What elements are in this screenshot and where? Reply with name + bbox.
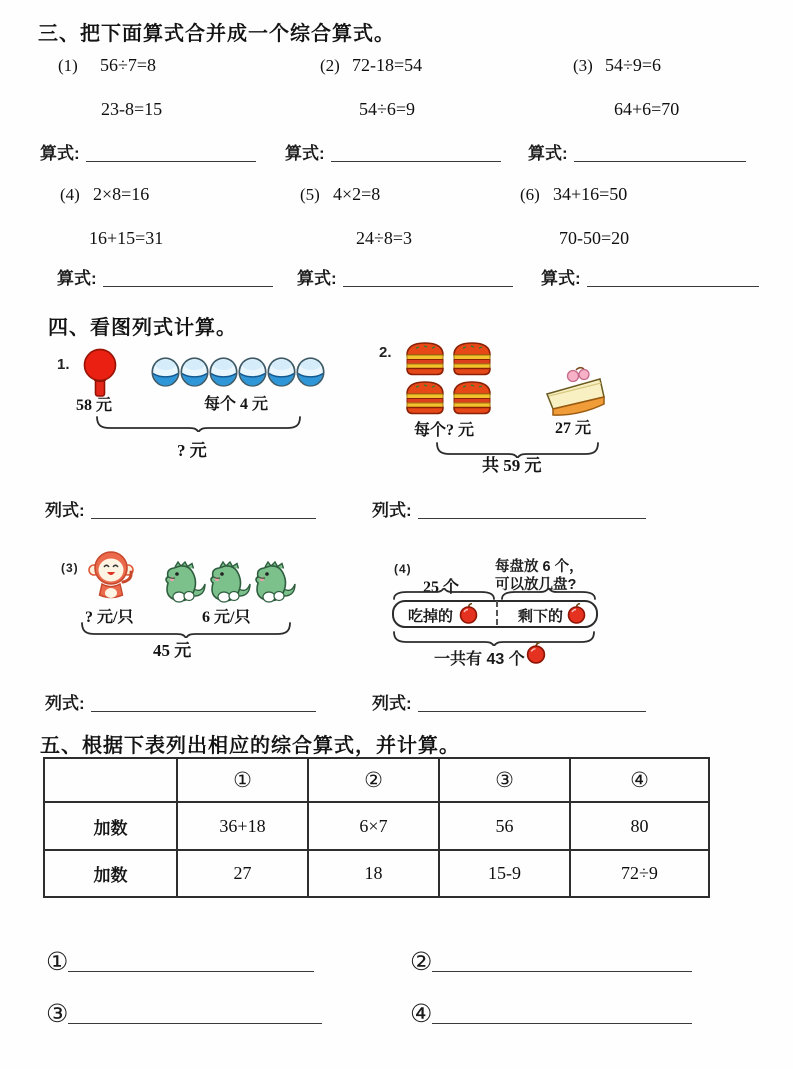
monkey-icon — [86, 549, 136, 605]
circled-number: ② — [410, 948, 433, 976]
hamburger-icon — [451, 379, 493, 416]
brace — [95, 414, 302, 432]
answer-blank[interactable] — [418, 693, 646, 712]
answer-blank[interactable] — [68, 951, 314, 972]
problem-number: (3) — [61, 561, 79, 575]
table-header-cell: ④ — [570, 758, 709, 802]
answer-blank[interactable] — [432, 1003, 692, 1024]
answer-row — [285, 139, 501, 164]
problem-number: (4) — [60, 185, 80, 204]
answer-row — [40, 139, 256, 164]
row-label-cell: 加数 — [44, 850, 177, 897]
equation: 4×2=8 — [333, 184, 381, 204]
answer-blank[interactable] — [331, 143, 501, 162]
box-divider — [496, 601, 498, 625]
table-cell: 56 — [439, 802, 570, 850]
section5-heading: 五、根据下表列出相应的综合算式，并计算。 — [40, 735, 460, 757]
ball-icon — [296, 357, 325, 387]
table-cell: 80 — [570, 802, 709, 850]
burger-grid — [404, 340, 493, 416]
answer-row — [57, 264, 273, 289]
ball-icon — [267, 357, 296, 387]
dino-row — [162, 559, 297, 605]
brace — [500, 588, 597, 600]
problem-number: (5) — [300, 185, 320, 204]
box-right-label: 剩下的 — [518, 608, 564, 625]
answer-row — [410, 950, 692, 975]
table-header-cell: ① — [177, 758, 308, 802]
equation: 2×8=16 — [93, 184, 150, 204]
table-cell: 36+18 — [177, 802, 308, 850]
apple-icon — [566, 603, 587, 624]
answer-blank[interactable] — [103, 268, 273, 287]
dinosaur-icon — [207, 559, 252, 605]
blank-label: 列式: — [45, 694, 85, 713]
equation: 72-18=54 — [352, 55, 423, 75]
question-text: 每盘放 6 个， — [495, 559, 584, 575]
answer-blank[interactable] — [587, 268, 759, 287]
section4-heading: 四、看图列式计算。 — [48, 317, 237, 339]
equation: 54÷9=6 — [605, 55, 662, 75]
box-left-label: 吃掉的 — [408, 608, 454, 625]
blank-label: 列式: — [45, 501, 85, 520]
blank-label: 列式: — [372, 501, 412, 520]
brace — [392, 588, 496, 600]
ball-icon — [209, 357, 238, 387]
answer-blank[interactable] — [432, 951, 692, 972]
section5-table — [43, 757, 710, 898]
equation: 24÷8=3 — [356, 228, 413, 248]
cake-icon — [543, 366, 607, 418]
equation: 64+6=70 — [614, 99, 680, 119]
table-cell: 6×7 — [308, 802, 439, 850]
table-header-cell: ② — [308, 758, 439, 802]
equation: 56÷7=8 — [100, 55, 157, 75]
answer-row — [297, 264, 513, 289]
equation: 23-8=15 — [101, 99, 163, 119]
dinosaur-icon — [252, 559, 297, 605]
count-label: 25 个 — [423, 579, 460, 596]
problem-number: (3) — [573, 56, 593, 75]
hamburger-icon — [404, 340, 446, 377]
equation: 70-50=20 — [559, 228, 630, 248]
answer-row — [372, 689, 646, 714]
circled-number: ④ — [410, 1000, 433, 1028]
answer-row — [45, 496, 316, 521]
problem-number: 1. — [57, 356, 70, 373]
answer-blank[interactable] — [418, 500, 646, 519]
price-label: 27 元 — [555, 420, 592, 437]
answer-row — [541, 264, 759, 289]
problem-number: (6) — [520, 185, 540, 204]
price-label: 每个 4 元 — [204, 396, 269, 413]
ball-icon — [180, 357, 209, 387]
problem-number: (1) — [58, 56, 78, 75]
brace — [392, 629, 596, 646]
problem-number: (4) — [394, 562, 412, 576]
price-label: 58 元 — [76, 397, 113, 414]
blank-label: 算式: — [40, 144, 80, 163]
blank-label: 算式: — [541, 269, 581, 288]
table-cell: 72÷9 — [570, 850, 709, 897]
hamburger-icon — [451, 340, 493, 377]
table-header-cell: ③ — [439, 758, 570, 802]
blank-label: 列式: — [372, 694, 412, 713]
question-text: 可以放几盘? — [495, 577, 577, 593]
equation: 54÷6=9 — [359, 99, 416, 119]
total-label: 一共有 43 个 — [434, 651, 525, 668]
ball-icon — [238, 357, 267, 387]
ball-icon — [151, 357, 180, 387]
blank-label: 算式: — [285, 144, 325, 163]
answer-row — [372, 496, 646, 521]
answer-blank[interactable] — [343, 268, 513, 287]
table-row — [44, 802, 709, 850]
hamburger-icon — [404, 379, 446, 416]
table-cell: 15-9 — [439, 850, 570, 897]
row-label-cell: 加数 — [44, 802, 177, 850]
price-label: ? 元/只 — [85, 609, 134, 626]
apple-icon — [525, 642, 547, 664]
table-cell: 18 — [308, 850, 439, 897]
apple-icon — [458, 603, 479, 624]
total-label: 共 59 元 — [482, 456, 542, 475]
answer-blank[interactable] — [68, 1003, 322, 1024]
answer-row — [528, 139, 746, 164]
answer-row — [410, 1002, 692, 1027]
table-corner-cell — [44, 758, 177, 802]
section3-heading: 三、把下面算式合并成一个综合算式。 — [38, 23, 395, 45]
blank-label: 算式: — [297, 269, 337, 288]
equation: 34+16=50 — [553, 184, 628, 204]
answer-row — [46, 1002, 322, 1027]
blank-label: 算式: — [57, 269, 97, 288]
answer-blank[interactable] — [91, 693, 316, 712]
circled-number: ③ — [46, 1000, 69, 1028]
blank-label: 算式: — [528, 144, 568, 163]
circled-number: ① — [46, 948, 69, 976]
answer-row — [45, 689, 316, 714]
answer-blank[interactable] — [574, 143, 746, 162]
equation: 16+15=31 — [89, 228, 164, 248]
ball-row — [151, 357, 325, 387]
dinosaur-icon — [162, 559, 207, 605]
total-label: 45 元 — [153, 641, 192, 660]
table-cell: 27 — [177, 850, 308, 897]
problem-number: (2) — [320, 56, 340, 75]
problem-number: 2. — [379, 344, 392, 361]
table-row — [44, 850, 709, 897]
price-label: 6 元/只 — [202, 609, 251, 626]
answer-blank[interactable] — [91, 500, 316, 519]
total-label: ? 元 — [177, 441, 207, 460]
price-label: 每个? 元 — [414, 422, 475, 439]
answer-blank[interactable] — [86, 143, 256, 162]
answer-row — [46, 950, 314, 975]
